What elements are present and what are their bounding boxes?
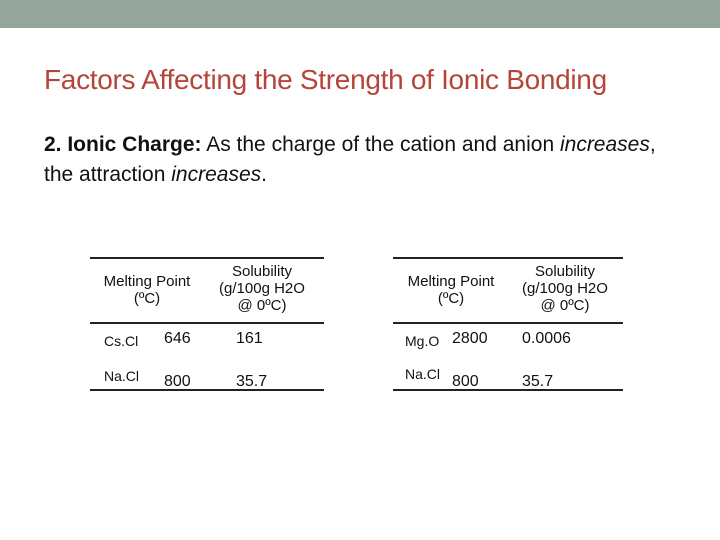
point-heading: 2. Ionic Charge:: [44, 133, 202, 156]
left-solubility-header: [207, 263, 317, 314]
right-table-header-rule: [393, 322, 623, 324]
body-text-part-1: As the charge of the cation and anion: [201, 133, 560, 156]
slide-body-text: [44, 130, 684, 190]
left-table-header-rule: [90, 322, 324, 324]
right-row1-solubility: 0.0006: [522, 330, 571, 347]
right-solubility-header-line1: Solubility: [534, 263, 596, 280]
left-row2-solubility: 35.7: [236, 373, 268, 390]
top-accent-bar: [0, 0, 720, 28]
body-text-emphasis-2: increases: [171, 163, 262, 186]
left-solubility-header-line3: @ 0ºC): [237, 297, 287, 314]
right-melting-point-header-line1: Melting Point: [407, 273, 495, 290]
right-row1-compound: Mg.O: [405, 333, 440, 349]
right-row2-solubility: 35.7: [522, 373, 554, 390]
slide-title: Factors Affecting the Strength of Ionic Bonding: [44, 64, 607, 95]
right-solubility-header-line3: @ 0ºC): [540, 297, 590, 314]
right-row1-melting-point: 2800: [452, 330, 488, 347]
right-row2-melting-point: 800: [452, 373, 479, 390]
body-text-emphasis-1: increases: [559, 133, 650, 156]
right-table-bottom-rule: [393, 389, 623, 391]
right-row2-compound: Na.Cl: [405, 366, 441, 382]
right-melting-point-header: [396, 273, 506, 307]
body-text-part-2: , the attraction: [44, 133, 656, 186]
left-solubility-header-line1: Solubility: [231, 263, 293, 280]
left-melting-point-header: [92, 273, 202, 307]
left-row1-melting-point: 646: [164, 330, 191, 347]
left-row1-solubility: 161: [236, 330, 263, 347]
right-melting-point-header-line2: (ºC): [437, 290, 465, 307]
left-melting-point-header-line2: (ºC): [133, 290, 161, 307]
body-text-part-3: .: [261, 163, 267, 186]
left-row2-compound: Na.Cl: [104, 368, 140, 384]
left-row2-melting-point: 800: [164, 373, 191, 390]
left-table-bottom-rule: [90, 389, 324, 391]
left-row1-compound: Cs.Cl: [104, 333, 139, 349]
right-table-top-rule: [393, 257, 623, 259]
right-solubility-header-line2: (g/100g H2O: [522, 280, 608, 297]
left-melting-point-header-line1: Melting Point: [103, 273, 191, 290]
right-solubility-header: [510, 263, 620, 314]
left-solubility-header-line2: (g/100g H2O: [219, 280, 305, 297]
left-table-top-rule: [90, 257, 324, 259]
